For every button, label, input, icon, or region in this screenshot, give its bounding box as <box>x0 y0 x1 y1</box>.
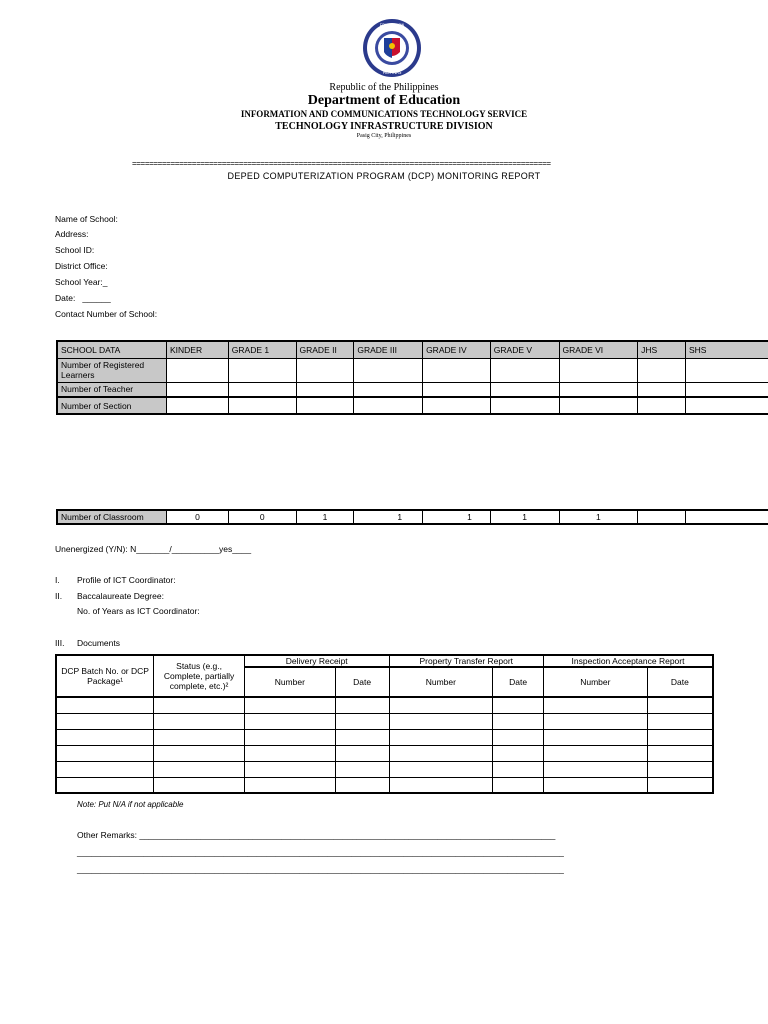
cell[interactable] <box>423 382 491 397</box>
classroom-grade-4[interactable]: 1 <box>423 510 491 524</box>
cell[interactable] <box>544 729 648 745</box>
cell[interactable] <box>389 745 493 761</box>
svg-text:PILIPINAS: PILIPINAS <box>382 70 402 75</box>
header-grade-4: GRADE IV <box>423 341 491 358</box>
row-label-section: Number of Section <box>57 397 166 414</box>
header-delivery-receipt: Delivery Receipt <box>244 655 389 667</box>
classroom-table <box>56 509 768 525</box>
cell[interactable] <box>56 697 154 713</box>
cell[interactable] <box>56 777 154 793</box>
report-title: DEPED COMPUTERIZATION PROGRAM (DCP) MONITORING REPORT <box>227 171 541 181</box>
cell[interactable] <box>685 397 768 414</box>
cell[interactable] <box>228 358 296 382</box>
cell[interactable] <box>389 729 493 745</box>
location-text: Pasig City, Philippines <box>356 133 412 139</box>
header-status: Status (e.g., Complete, partially complete, etc.)² <box>154 655 245 697</box>
cell[interactable] <box>244 777 335 793</box>
cell[interactable] <box>154 697 245 713</box>
documents-table <box>55 654 714 794</box>
cell[interactable] <box>154 777 245 793</box>
cell[interactable] <box>244 729 335 745</box>
classroom-grade-3[interactable]: 1 <box>354 510 423 524</box>
field-date: Date: ______ <box>55 293 111 303</box>
cell[interactable] <box>647 729 713 745</box>
cell[interactable] <box>244 761 335 777</box>
cell[interactable] <box>354 397 423 414</box>
division-title: TECHNOLOGY INFRASTRUCTURE DIVISION <box>275 121 493 132</box>
cell[interactable] <box>228 382 296 397</box>
classroom-grade-5[interactable]: 1 <box>490 510 559 524</box>
cell[interactable] <box>647 761 713 777</box>
cell[interactable] <box>335 777 389 793</box>
header-ptr-date: Date <box>493 667 544 697</box>
table-row <box>56 713 713 729</box>
cell[interactable] <box>389 777 493 793</box>
cell[interactable] <box>244 697 335 713</box>
table-row <box>56 761 713 777</box>
cell[interactable] <box>647 713 713 729</box>
cell[interactable] <box>296 397 354 414</box>
cell[interactable] <box>389 761 493 777</box>
other-remarks: Other Remarks: ________________________________________________________________________________________ <box>77 830 556 840</box>
header-grade-6: GRADE VI <box>559 341 638 358</box>
header-dr-number: Number <box>244 667 335 697</box>
cell[interactable] <box>647 777 713 793</box>
cell[interactable] <box>559 397 638 414</box>
field-school-id: School ID: <box>55 245 95 255</box>
cell[interactable] <box>493 697 544 713</box>
header-shs: SHS <box>685 341 768 358</box>
service-title: INFORMATION AND COMMUNICATIONS TECHNOLOGY SERVICE <box>240 109 528 119</box>
cell[interactable] <box>154 729 245 745</box>
cell[interactable] <box>335 729 389 745</box>
cell[interactable] <box>544 777 648 793</box>
cell[interactable] <box>389 697 493 713</box>
cell[interactable] <box>166 397 228 414</box>
classroom-grade-1[interactable]: 0 <box>228 510 296 524</box>
separator-line: ================================================================================================== <box>132 159 551 168</box>
header-ptr-number: Number <box>389 667 493 697</box>
cell[interactable] <box>244 713 335 729</box>
field-school-year: School Year:_ <box>55 277 108 287</box>
cell[interactable] <box>544 761 648 777</box>
cell[interactable] <box>647 745 713 761</box>
cell[interactable] <box>335 761 389 777</box>
cell[interactable] <box>389 713 493 729</box>
cell[interactable] <box>244 745 335 761</box>
header-iar-number: Number <box>544 667 648 697</box>
cell[interactable] <box>56 713 154 729</box>
header-iar-date: Date <box>647 667 713 697</box>
header-property-transfer: Property Transfer Report <box>389 655 544 667</box>
republic-text: Republic of the Philippines <box>329 82 439 93</box>
cell[interactable] <box>685 358 768 382</box>
cell[interactable] <box>490 358 559 382</box>
section-1-number: I. <box>55 575 60 585</box>
header-dr-date: Date <box>335 667 389 697</box>
classroom-jhs[interactable] <box>638 510 686 524</box>
cell[interactable] <box>166 382 228 397</box>
remarks-line-2: _______________________________________________________________________________________________________ <box>77 847 564 857</box>
cell[interactable] <box>335 745 389 761</box>
cell[interactable] <box>154 713 245 729</box>
section-2-label: Baccalaureate Degree: <box>77 591 164 601</box>
cell[interactable] <box>56 761 154 777</box>
table-row <box>56 745 713 761</box>
field-address: Address: <box>55 229 89 239</box>
cell[interactable] <box>559 358 638 382</box>
cell[interactable] <box>423 358 491 382</box>
department-title: Department of Education <box>307 93 461 108</box>
cell[interactable] <box>335 697 389 713</box>
remarks-line-3: _______________________________________________________________________________________________________ <box>77 864 564 874</box>
deped-seal <box>362 18 422 78</box>
unenergized-line: Unenergized (Y/N): N_______/__________yes____ <box>55 544 252 554</box>
classroom-grade-6[interactable]: 1 <box>559 510 638 524</box>
field-name-of-school: Name of School: <box>55 214 118 224</box>
cell[interactable] <box>685 382 768 397</box>
svg-text:EDUKASYON: EDUKASYON <box>379 23 405 28</box>
cell[interactable] <box>56 729 154 745</box>
cell[interactable] <box>228 397 296 414</box>
header-grade-5: GRADE V <box>490 341 559 358</box>
cell[interactable] <box>559 382 638 397</box>
row-label-teacher: Number of Teacher <box>57 382 166 397</box>
header-jhs: JHS <box>638 341 686 358</box>
cell[interactable] <box>423 397 491 414</box>
cell[interactable] <box>647 697 713 713</box>
cell[interactable] <box>544 713 648 729</box>
cell[interactable] <box>296 382 354 397</box>
cell[interactable] <box>493 729 544 745</box>
header-batch: DCP Batch No. or DCP Package¹ <box>56 655 154 697</box>
cell[interactable] <box>544 745 648 761</box>
cell[interactable] <box>354 382 423 397</box>
table-row <box>56 729 713 745</box>
section-3-label: Documents <box>77 638 120 648</box>
header-grade-2: GRADE II <box>296 341 354 358</box>
header-grade-3: GRADE III <box>354 341 423 358</box>
cell[interactable] <box>490 382 559 397</box>
classroom-grade-2[interactable]: 1 <box>296 510 354 524</box>
table-row <box>56 697 713 713</box>
header-kinder: KINDER <box>166 341 228 358</box>
cell[interactable] <box>56 745 154 761</box>
cell[interactable] <box>166 358 228 382</box>
cell[interactable] <box>638 397 686 414</box>
section-2-number: II. <box>55 591 63 601</box>
classroom-shs[interactable] <box>685 510 768 524</box>
cell[interactable] <box>154 761 245 777</box>
cell[interactable] <box>638 382 686 397</box>
cell[interactable] <box>335 713 389 729</box>
cell[interactable] <box>296 358 354 382</box>
section-2b-label: No. of Years as ICT Coordinator: <box>77 606 200 616</box>
cell[interactable] <box>493 777 544 793</box>
cell[interactable] <box>493 761 544 777</box>
cell[interactable] <box>490 397 559 414</box>
cell[interactable] <box>354 358 423 382</box>
header-inspection-acceptance: Inspection Acceptance Report <box>544 655 713 667</box>
cell[interactable] <box>638 358 686 382</box>
cell[interactable] <box>493 745 544 761</box>
row-label-learners: Number of Registered Learners <box>57 358 166 382</box>
table-row <box>56 777 713 793</box>
cell[interactable] <box>154 745 245 761</box>
classroom-kinder[interactable]: 0 <box>167 510 229 524</box>
header-grade-1: GRADE 1 <box>228 341 296 358</box>
row-label-classroom: Number of Classroom <box>57 510 167 524</box>
field-district-office: District Office: <box>55 261 108 271</box>
school-data-table <box>56 340 768 415</box>
cell[interactable] <box>544 697 648 713</box>
cell[interactable] <box>493 713 544 729</box>
header-school-data: SCHOOL DATA <box>57 341 166 358</box>
note-text: Note: Put N/A if not applicable <box>77 800 184 809</box>
section-1-label: Profile of ICT Coordinator: <box>77 575 176 585</box>
field-contact: Contact Number of School: <box>55 309 158 319</box>
section-3-number: III. <box>55 638 65 648</box>
